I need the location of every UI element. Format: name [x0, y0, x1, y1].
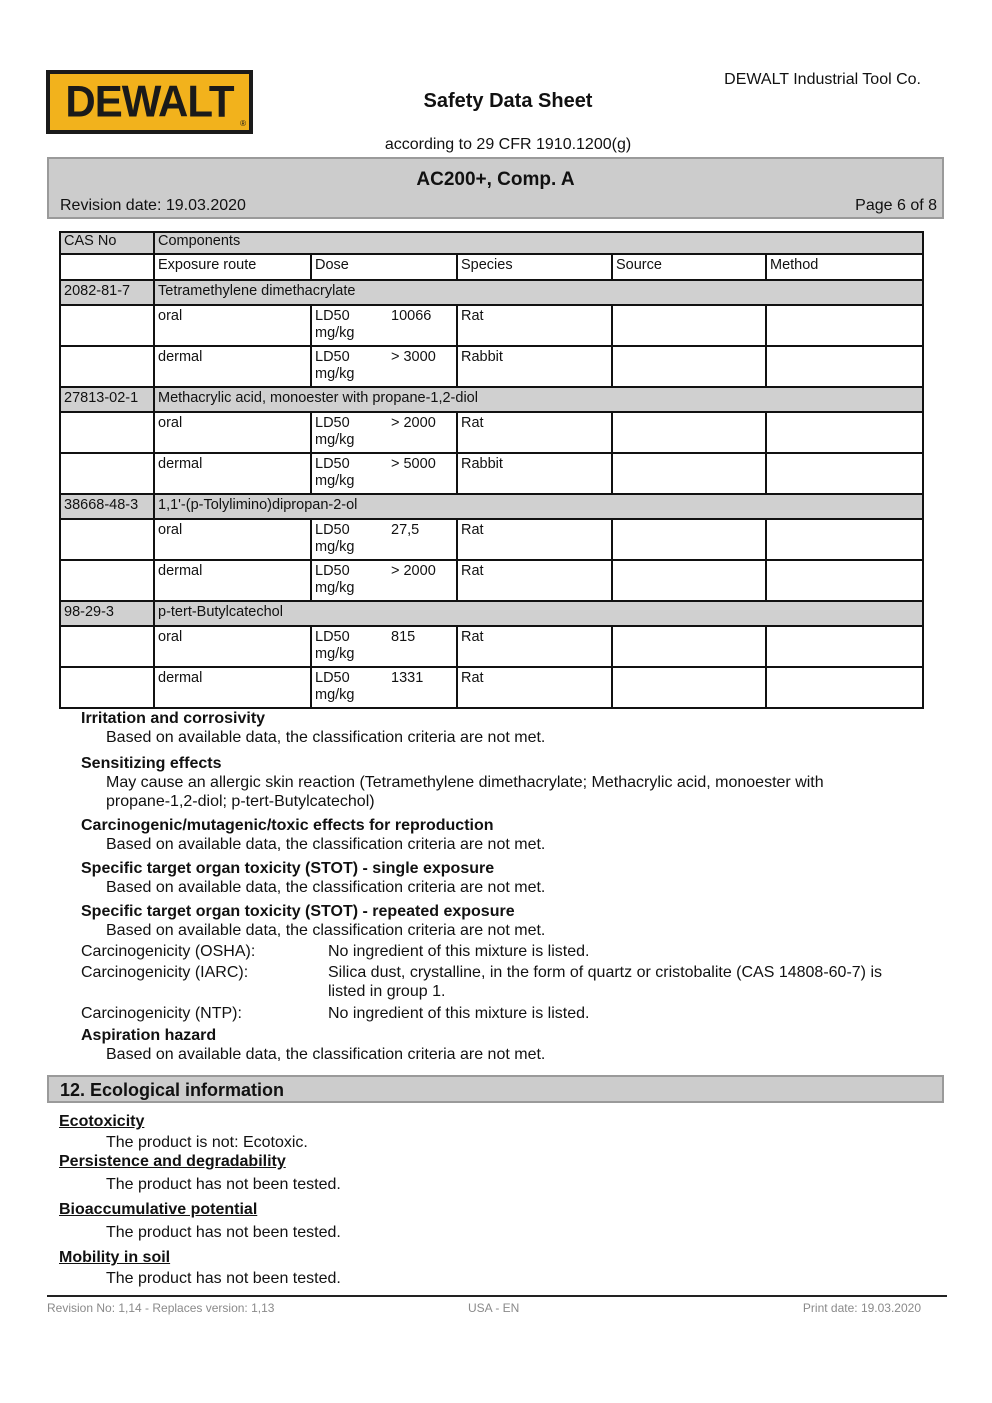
table-row	[60, 667, 923, 708]
stot-single-heading: Specific target organ toxicity (STOT) - single exposure	[81, 860, 495, 877]
substance-cas: 98-29-3	[60, 601, 154, 626]
method	[766, 412, 923, 453]
exposure-route: oral	[154, 626, 311, 667]
carcinogenicity-ntp-label: Carcinogenicity (NTP):	[81, 1005, 242, 1022]
dose-value: 27,5	[391, 522, 420, 538]
method	[766, 346, 923, 387]
species: Rat	[457, 560, 612, 601]
species: Rat	[457, 305, 612, 346]
table-row	[60, 626, 923, 667]
toxicology-details	[81, 709, 941, 1064]
dose-unit: mg/kg	[315, 539, 355, 555]
product-name: AC200+, Comp. A	[416, 169, 575, 190]
table-row	[60, 412, 923, 453]
cmr-text: Based on available data, the classification criteria are not met.	[106, 836, 546, 853]
source	[612, 453, 766, 494]
aspiration-heading: Aspiration hazard	[81, 1027, 217, 1044]
table-row	[60, 560, 923, 601]
substance-name: Tetramethylene dimethacrylate	[154, 280, 923, 305]
dose-cell	[311, 412, 457, 453]
regulation-reference: according to 29 CFR 1910.1200(g)	[384, 136, 632, 153]
dose-cell	[311, 626, 457, 667]
carcinogenicity-iarc-value-line2: listed in group 1.	[328, 983, 446, 1000]
exposure-route: oral	[154, 305, 311, 346]
method	[766, 560, 923, 601]
header-exposure-route: Exposure route	[154, 254, 311, 280]
table-row	[60, 519, 923, 560]
bioaccumulative-heading: Bioaccumulative potential	[59, 1201, 258, 1218]
table-row	[60, 346, 923, 387]
carcinogenicity-iarc-value-line1: Silica dust, crystalline, in the form of quartz or cristobalite (CAS 14808-60-7) is	[328, 964, 883, 981]
exposure-route: dermal	[154, 453, 311, 494]
exposure-route: dermal	[154, 560, 311, 601]
dose-cell	[311, 346, 457, 387]
table-subheader-row	[60, 254, 923, 280]
header-species: Species	[457, 254, 612, 280]
dose-value: 815	[391, 629, 416, 645]
dose-type: LD50	[315, 308, 350, 324]
document-title: Safety Data Sheet	[423, 90, 593, 112]
revision-date: Revision date: 19.03.2020	[60, 197, 246, 214]
footer-divider	[47, 1295, 947, 1297]
species: Rabbit	[457, 453, 612, 494]
substance-name: 1,1'-(p-Tolylimino)dipropan-2-ol	[154, 494, 923, 519]
species: Rabbit	[457, 346, 612, 387]
bioaccumulative-text: The product has not been tested.	[106, 1224, 341, 1241]
substance-row	[60, 601, 923, 626]
dose-type: LD50	[315, 670, 350, 686]
dose-type: LD50	[315, 629, 350, 645]
source	[612, 346, 766, 387]
method	[766, 626, 923, 667]
dose-unit: mg/kg	[315, 646, 355, 662]
carcinogenicity-osha-row	[81, 942, 941, 961]
dose-value: > 5000	[391, 456, 436, 472]
header-method: Method	[766, 254, 923, 280]
carcinogenicity-osha-value: No ingredient of this mixture is listed.	[328, 943, 590, 960]
ecology-details	[59, 1112, 939, 1288]
table-header-row	[60, 232, 923, 254]
footer-locale: USA - EN	[468, 1301, 520, 1315]
table-row	[60, 305, 923, 346]
substance-name: Methacrylic acid, monoester with propane-1,2-diol	[154, 387, 923, 412]
acute-toxicity-table	[59, 231, 924, 709]
dose-value: > 2000	[391, 563, 436, 579]
mobility-text: The product has not been tested.	[106, 1270, 341, 1287]
table-row	[60, 453, 923, 494]
sensitizing-heading: Sensitizing effects	[81, 755, 222, 772]
dose-type: LD50	[315, 563, 350, 579]
footer-print-date: Print date: 19.03.2020	[802, 1301, 921, 1315]
footer-revision: Revision No: 1,14 - Replaces version: 1,13	[47, 1301, 275, 1315]
dose-value: 1331	[391, 670, 424, 686]
dose-type: LD50	[315, 349, 350, 365]
header-source: Source	[612, 254, 766, 280]
registered-mark-icon: ®	[240, 119, 246, 128]
aspiration-text: Based on available data, the classification criteria are not met.	[106, 1046, 546, 1063]
irritation-heading: Irritation and corrosivity	[81, 710, 266, 727]
source	[612, 412, 766, 453]
carcinogenicity-iarc-row	[81, 963, 941, 1001]
substance-row	[60, 280, 923, 305]
source	[612, 519, 766, 560]
dose-cell	[311, 453, 457, 494]
header-dose: Dose	[311, 254, 457, 280]
substance-cas: 38668-48-3	[60, 494, 154, 519]
stot-repeated-heading: Specific target organ toxicity (STOT) - repeated exposure	[81, 903, 515, 920]
ecotoxicity-text: The product is not: Ecotoxic.	[106, 1134, 308, 1151]
method	[766, 305, 923, 346]
dose-unit: mg/kg	[315, 580, 355, 596]
dose-unit: mg/kg	[315, 473, 355, 489]
substance-row	[60, 494, 923, 519]
substance-cas: 27813-02-1	[60, 387, 154, 412]
irritation-text: Based on available data, the classification criteria are not met.	[106, 729, 546, 746]
dose-unit: mg/kg	[315, 325, 355, 341]
substance-cas: 2082-81-7	[60, 280, 154, 305]
source	[612, 667, 766, 708]
substance-row	[60, 387, 923, 412]
carcinogenicity-ntp-row	[81, 1004, 941, 1023]
carcinogenicity-iarc-label: Carcinogenicity (IARC):	[81, 964, 249, 981]
exposure-route: oral	[154, 519, 311, 560]
dose-cell	[311, 519, 457, 560]
source	[612, 305, 766, 346]
dose-type: LD50	[315, 415, 350, 431]
persistence-text: The product has not been tested.	[106, 1176, 341, 1193]
species: Rat	[457, 519, 612, 560]
dose-cell	[311, 560, 457, 601]
stot-repeated-text: Based on available data, the classification criteria are not met.	[106, 922, 546, 939]
dose-value: > 2000	[391, 415, 436, 431]
stot-single-text: Based on available data, the classification criteria are not met.	[106, 879, 546, 896]
dose-cell	[311, 305, 457, 346]
method	[766, 667, 923, 708]
source	[612, 626, 766, 667]
species: Rat	[457, 667, 612, 708]
dose-value: 10066	[391, 308, 432, 324]
dose-type: LD50	[315, 522, 350, 538]
logo-wordmark: DEWALT	[65, 76, 234, 127]
species: Rat	[457, 412, 612, 453]
dose-cell	[311, 667, 457, 708]
exposure-route: dermal	[154, 667, 311, 708]
mobility-heading: Mobility in soil	[59, 1249, 171, 1266]
source	[612, 560, 766, 601]
dose-unit: mg/kg	[315, 366, 355, 382]
substance-name: p-tert-Butylcatechol	[154, 601, 923, 626]
dose-value: > 3000	[391, 349, 436, 365]
page-number: Page 6 of 8	[855, 197, 937, 214]
dose-type: LD50	[315, 456, 350, 472]
sensitizing-text-line1: May cause an allergic skin reaction (Tetramethylene dimethacrylate; Methacrylic acid, monoester with	[106, 774, 824, 791]
header-components: Components	[154, 232, 923, 254]
species: Rat	[457, 626, 612, 667]
header-cas: CAS No	[60, 232, 154, 254]
product-header-box	[47, 157, 944, 219]
dose-unit: mg/kg	[315, 687, 355, 703]
section-12-header	[47, 1075, 944, 1103]
company-name: DEWALT Industrial Tool Co.	[724, 71, 921, 88]
method	[766, 453, 923, 494]
exposure-route: dermal	[154, 346, 311, 387]
dose-unit: mg/kg	[315, 432, 355, 448]
section-12-title: 12. Ecological information	[60, 1080, 285, 1100]
carcinogenicity-ntp-value: No ingredient of this mixture is listed.	[328, 1005, 590, 1022]
method	[766, 519, 923, 560]
exposure-route: oral	[154, 412, 311, 453]
ecotoxicity-heading: Ecotoxicity	[59, 1113, 145, 1130]
carcinogenicity-osha-label: Carcinogenicity (OSHA):	[81, 943, 256, 960]
cmr-heading: Carcinogenic/mutagenic/toxic effects for reproduction	[81, 817, 494, 834]
sensitizing-text-line2: propane-1,2-diol; p-tert-Butylcatechol)	[106, 793, 375, 810]
persistence-heading: Persistence and degradability	[59, 1153, 286, 1170]
